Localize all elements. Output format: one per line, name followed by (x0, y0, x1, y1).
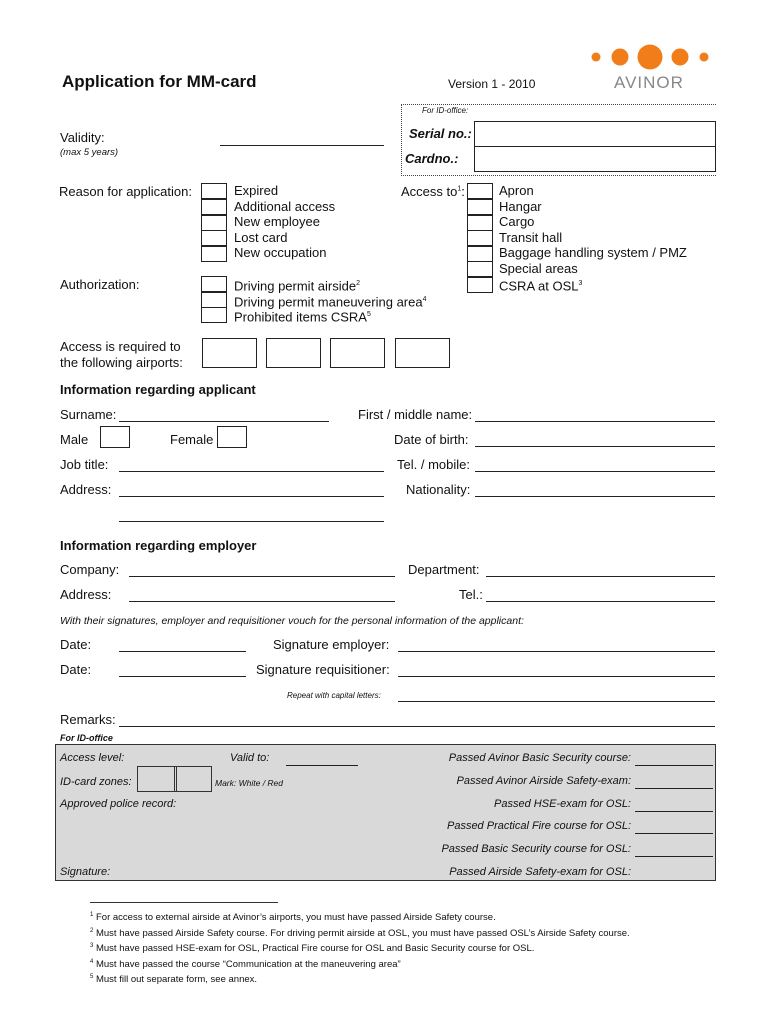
signature-label: Signature: (60, 866, 111, 878)
access-option: Special areas (499, 260, 578, 276)
valid-to-label: Valid to: (230, 752, 270, 764)
employer-address-label: Address: (60, 587, 112, 602)
reason-expired-checkbox[interactable] (201, 183, 227, 199)
course-field[interactable] (635, 811, 713, 812)
airports-label: Access is required to the following airports: (60, 339, 183, 370)
dob-label: Date of birth: (394, 432, 469, 447)
department-label: Department: (408, 562, 480, 577)
course-label: Passed Avinor Airside Safety-exam: (456, 775, 631, 787)
course-label: Passed Airside Safety-exam for OSL: (449, 866, 631, 878)
reason-new-occupation-checkbox[interactable] (201, 246, 227, 262)
airport-field-4[interactable] (395, 338, 450, 368)
access-options (499, 183, 687, 292)
serial-no-field[interactable] (474, 121, 716, 147)
repeat-caps-label: Repeat with capital letters: (287, 691, 381, 700)
first-middle-label: First / middle name: (358, 407, 473, 422)
address-field[interactable] (119, 496, 384, 497)
mark-label: Mark: White / Red (215, 778, 284, 788)
reason-option: Lost card (234, 229, 288, 245)
serial-no-label: Serial no.: (409, 126, 472, 141)
access-option: Baggage handling system / PMZ (499, 245, 687, 260)
id-office-top-label: For ID-office: (422, 106, 469, 115)
zone-field-1[interactable] (137, 766, 177, 792)
access-option: Hangar (499, 198, 542, 214)
course-field[interactable] (635, 788, 713, 789)
date2-label: Date: (60, 662, 92, 677)
date1-field[interactable] (119, 651, 246, 652)
access-special-areas-checkbox[interactable] (467, 261, 493, 277)
footnote: $^3$ Must have passed HSE-exam for OSL, Practical Fire course for OSL and Basic Security course for OSL. (90, 943, 535, 955)
auth-driving-maneuvering-checkbox[interactable] (201, 292, 227, 308)
access-csra-checkbox[interactable] (467, 277, 493, 293)
male-checkbox[interactable] (100, 426, 130, 448)
validity-note: (max 5 years) (60, 147, 119, 158)
dob-field[interactable] (475, 446, 715, 447)
access-baggage-checkbox[interactable] (467, 246, 493, 262)
zone-field-2[interactable] (174, 766, 212, 792)
date1-label: Date: (60, 637, 92, 652)
access-option: Apron (499, 183, 534, 198)
authorization-label: Authorization: (60, 277, 140, 292)
id-office-bottom-label: For ID-office (60, 733, 113, 743)
avinor-logo (588, 44, 718, 94)
access-level-label: Access level: (60, 752, 125, 764)
footnote: $^2$ Must have passed Airside Safety course. For driving permit airside at OSL, you must have passed OSL’s Airside Safety course. (90, 927, 630, 939)
course-field[interactable] (635, 765, 713, 766)
course-field[interactable] (635, 833, 713, 834)
employer-tel-label: Tel.: (459, 587, 483, 602)
reason-new-employee-checkbox[interactable] (201, 215, 227, 231)
address-label: Address: (60, 482, 112, 497)
reason-option: New occupation (234, 245, 327, 260)
course-label: Passed HSE-exam for OSL: (494, 798, 631, 810)
auth-driving-airside-checkbox[interactable] (201, 276, 227, 292)
employer-address-field[interactable] (129, 601, 395, 602)
access-option: Cargo (499, 214, 535, 229)
airport-field-2[interactable] (266, 338, 321, 368)
tel-mobile-label: Tel. / mobile: (397, 457, 470, 472)
reason-option: Expired (234, 183, 279, 198)
access-to-label: Access $to^1$: (401, 184, 465, 199)
logo-text: AVINOR (614, 73, 684, 92)
id-card-zones-label: ID-card zones: (60, 776, 132, 788)
surname-label: Surname: (60, 407, 117, 422)
repeat-caps-field[interactable] (398, 701, 715, 702)
job-title-field[interactable] (119, 471, 384, 472)
cardno-label: Cardno.: (405, 151, 459, 166)
airport-field-3[interactable] (330, 338, 385, 368)
footnote: $^4$ Must have passed the course “Communication at the maneuvering area” (90, 958, 401, 970)
company-label: Company: (60, 562, 120, 577)
remarks-label: Remarks: (60, 712, 116, 727)
access-hangar-checkbox[interactable] (467, 199, 493, 215)
sig-employer-label: Signature employer: (273, 637, 390, 652)
reason-additional-access-checkbox[interactable] (201, 199, 227, 215)
footnote: $^5$ Must fill out separate form, see annex. (90, 974, 258, 986)
auth-option: Driving permit maneuvering area$^4$ (234, 293, 427, 309)
logo-dots-icon (588, 44, 718, 70)
job-title-label: Job title: (60, 457, 109, 472)
department-field[interactable] (486, 576, 715, 577)
reason-label: Reason for application: (59, 184, 192, 199)
access-option: Transit hall (499, 229, 563, 245)
authorization-options (234, 276, 427, 323)
reason-option: Additional access (234, 198, 336, 214)
course-label: Passed Avinor Basic Security course: (448, 752, 631, 764)
access-option: CSRA at OSL$^3$ (499, 278, 583, 294)
nationality-label: Nationality: (406, 482, 471, 497)
auth-option: Driving permit airside$^2$ (234, 278, 360, 294)
sig-requisitioner-field[interactable] (398, 676, 715, 677)
date2-field[interactable] (119, 676, 246, 677)
id-office-panel (55, 744, 716, 881)
footnote-divider (90, 902, 278, 903)
employer-tel-field[interactable] (486, 601, 715, 602)
reason-option: New employee (234, 214, 320, 229)
surname-field[interactable] (119, 421, 329, 422)
access-apron-checkbox[interactable] (467, 183, 493, 199)
access-cargo-checkbox[interactable] (467, 215, 493, 231)
tel-mobile-field[interactable] (475, 471, 715, 472)
page-title: Application for MM-card (62, 72, 257, 91)
access-transit-hall-checkbox[interactable] (467, 230, 493, 246)
validity-field[interactable] (220, 145, 384, 146)
course-field[interactable] (635, 856, 713, 857)
footnotes (90, 909, 630, 987)
police-record-label: Approved police record: (60, 798, 177, 810)
company-field[interactable] (129, 576, 395, 577)
airport-field-1[interactable] (202, 338, 257, 368)
course-label: Passed Basic Security course for OSL: (441, 843, 631, 855)
footnote: $^1$ For access to external airside at Avinor’s airports, you must have passed Airside Safety course. (90, 912, 496, 924)
reason-lost-card-checkbox[interactable] (201, 230, 227, 246)
version-label: Version 1 - 2010 (448, 77, 536, 91)
auth-prohibited-items-checkbox[interactable] (201, 307, 227, 323)
applicant-heading: Information regarding applicant (60, 382, 256, 397)
reason-options (234, 183, 335, 261)
validity-label: Validity: (60, 130, 105, 145)
signature-statement: With their signatures, employer and requisitioner vouch for the personal information of the applicant: (60, 615, 524, 627)
course-label: Passed Practical Fire course for OSL: (446, 820, 631, 832)
sig-requisitioner-label: Signature requisitioner: (256, 662, 390, 677)
valid-to-field[interactable] (286, 765, 358, 766)
nationality-field[interactable] (475, 496, 715, 497)
sig-employer-field[interactable] (398, 651, 715, 652)
female-label: Female (170, 432, 214, 447)
female-checkbox[interactable] (217, 426, 247, 448)
cardno-field[interactable] (474, 146, 716, 172)
first-middle-field[interactable] (475, 421, 715, 422)
employer-heading: Information regarding employer (60, 538, 257, 553)
address-field-line-2[interactable] (119, 521, 384, 522)
auth-option: Prohibited items CSRA$^5$ (234, 309, 371, 325)
remarks-field[interactable] (119, 726, 715, 727)
male-label: Male (60, 432, 89, 447)
